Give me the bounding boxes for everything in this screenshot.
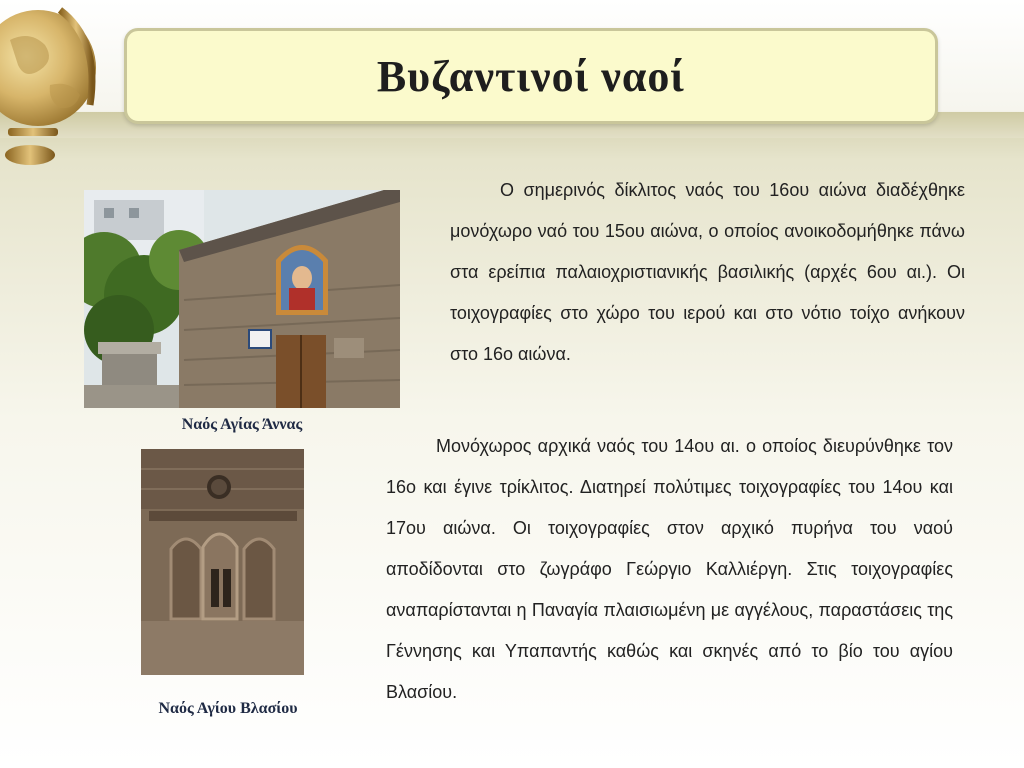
- paragraph-agios-vlasios: Μονόχωρος αρχικά ναός του 14ου αι. ο οποίος διευρύνθηκε τον 16ο και έγινε τρίκλιτος. Διατηρεί πολύτιμες τοιχογραφίες του 14ου και 17ου αιώνα. Οι τοιχογραφίες στον αρχικό πυρήνα του ναού αποδίδονται στο ζωγράφο Γεώργιο Καλλιέργη. Στις τοιχογραφίες αναπαρίστανται η Παναγία πλαισιωμένη με αγγέλους, παραστάσεις της Γέννησης και Υπαπαντής καθώς και σκηνές από το βίο του αγίου Βλασίου.: [386, 436, 953, 702]
- caption-agia-anna: Ναός Αγίας Άννας: [181, 416, 303, 433]
- church-photo-agios-vlasios: [141, 449, 304, 675]
- caption-agios-vlasios: Ναός Αγίου Βλασίου: [158, 700, 298, 717]
- globe-icon: [0, 0, 110, 175]
- slide-title: Βυζαντινοί ναοί: [376, 51, 686, 101]
- church-photo-agia-anna: [84, 190, 400, 408]
- paragraph-agia-anna: Ο σημερινός δίκλιτος ναός του 16ου αιώνα διαδέχθηκε μονόχωρο ναό του 15ου αιώνα, ο οποίος ανοικοδομήθηκε πάνω στα ερείπια παλαιοχριστιανικής βασιλικής (αρχές 6ου αι.). Οι τοιχογραφίες στο χώρο του ιερού και στο νότιο τοίχο ανήκουν στο 16ο αιώνα.: [450, 180, 965, 364]
- title-box: [124, 28, 938, 124]
